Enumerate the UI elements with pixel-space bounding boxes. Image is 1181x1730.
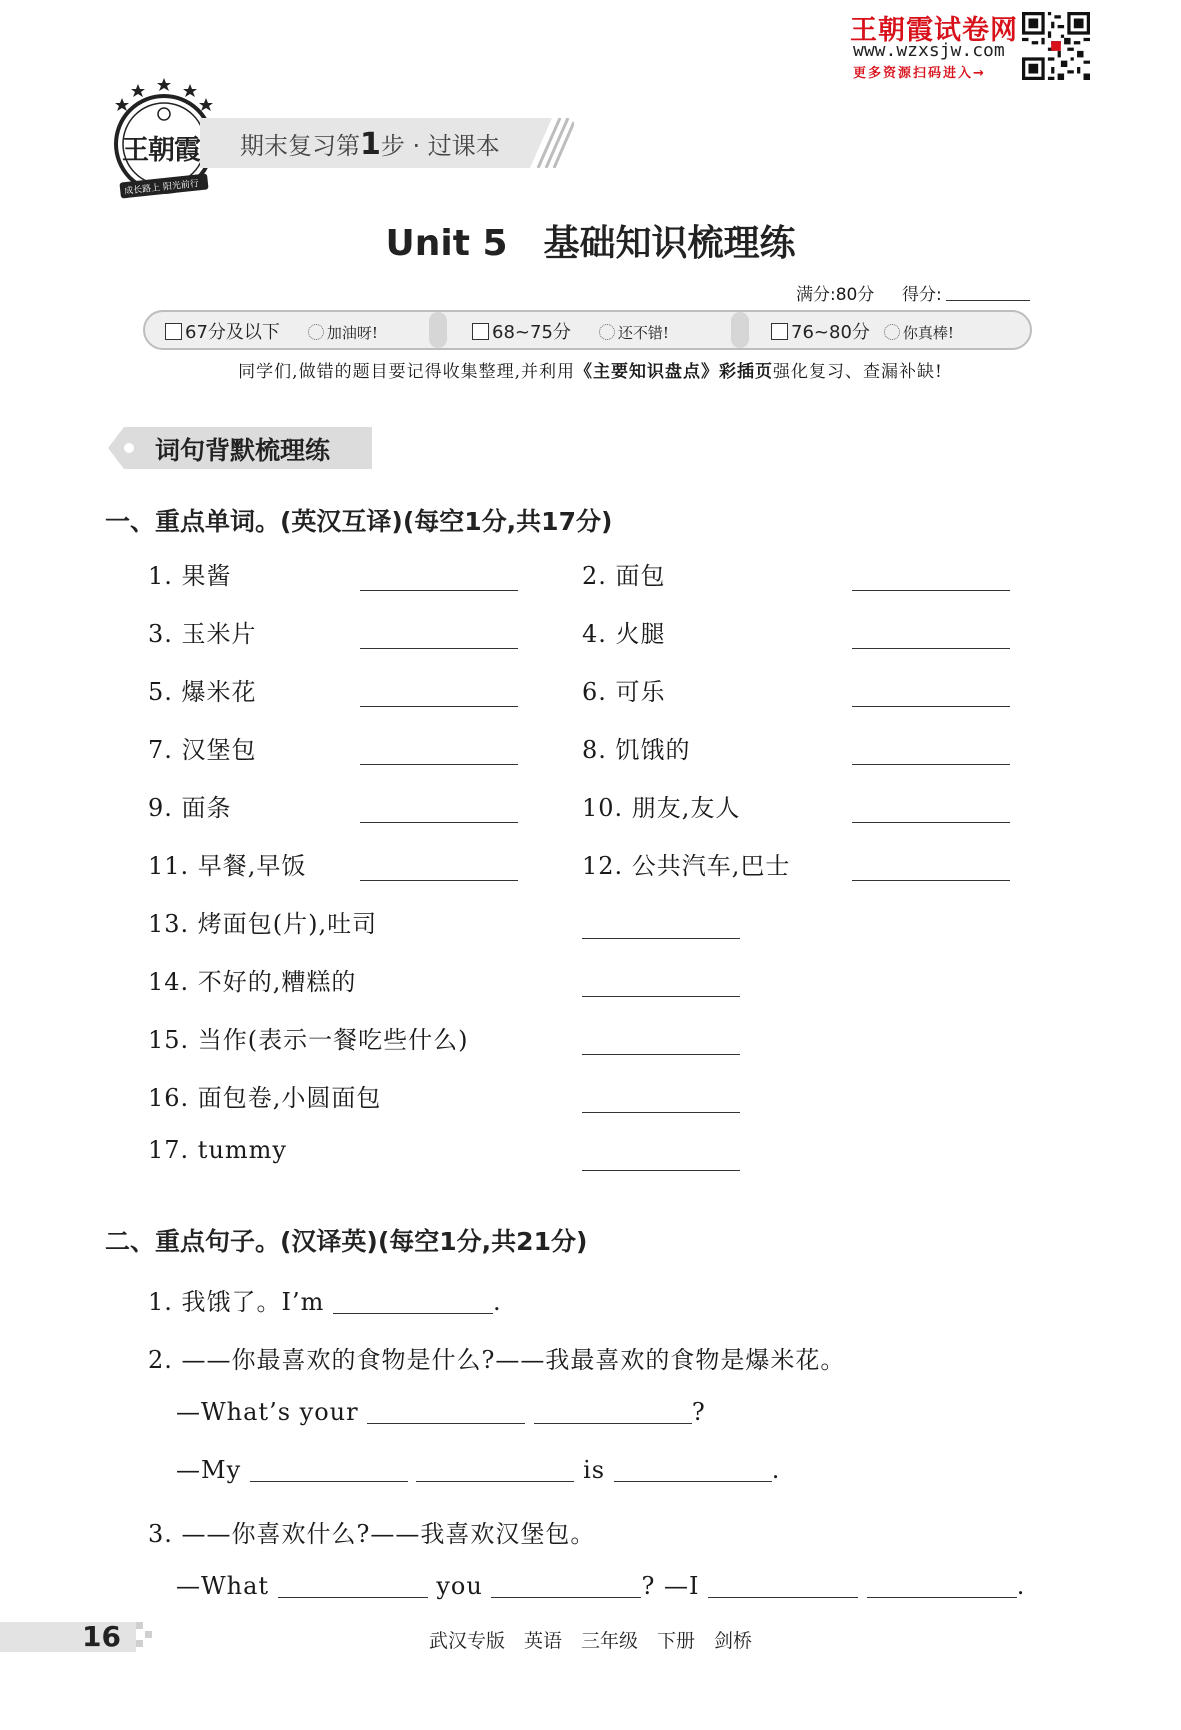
smiley-icon <box>884 324 900 340</box>
word-item: 2. 面包 <box>582 562 666 590</box>
answer-blank[interactable] <box>416 1459 574 1482</box>
answer-blank[interactable] <box>614 1459 772 1482</box>
sentence-en: is <box>583 1456 606 1484</box>
sentence-en: I’m <box>281 1288 325 1316</box>
page-title: Unit 5 基础知识梳理练 <box>385 223 796 264</box>
sentence-en: —My <box>176 1456 242 1484</box>
rating-divider <box>731 312 749 348</box>
answer-blank[interactable] <box>852 880 1010 881</box>
word-item: 11. 早餐,早饭 <box>148 852 307 880</box>
answer-blank[interactable] <box>852 590 1010 591</box>
sentence-cn: 1. 我饿了。 <box>148 1288 282 1316</box>
smiley-icon <box>308 324 324 340</box>
answer-blank[interactable] <box>333 1291 493 1314</box>
word-item: 7. 汉堡包 <box>148 736 257 764</box>
sentence-3-cn: 3. ——你喜欢什么?——我喜欢汉堡包。 <box>148 1520 596 1548</box>
answer-blank[interactable] <box>360 764 518 765</box>
rating-range: 76~80分 <box>791 322 870 343</box>
sentence-1 <box>148 1282 502 1317</box>
answer-blank[interactable] <box>360 648 518 649</box>
rating-range: 68~75分 <box>492 322 571 343</box>
sentence-en: you <box>436 1572 483 1600</box>
answer-blank[interactable] <box>852 706 1010 707</box>
checkbox[interactable] <box>472 323 489 340</box>
brand-slogan: 更多资源扫码进入→ <box>853 66 986 81</box>
rating-option <box>165 318 378 344</box>
answer-blank[interactable] <box>367 1401 525 1424</box>
answer-blank[interactable] <box>582 1170 740 1171</box>
qr-code-icon <box>1022 12 1090 80</box>
sentence-2-line-2 <box>176 1456 780 1484</box>
answer-blank[interactable] <box>278 1575 428 1598</box>
rating-range: 67分及以下 <box>185 322 280 343</box>
word-item: 14. 不好的,糟糕的 <box>148 968 357 996</box>
rating-bar <box>143 310 1032 350</box>
word-item: 10. 朋友,友人 <box>582 794 741 822</box>
sentence-3-line <box>176 1572 1025 1600</box>
word-item: 4. 火腿 <box>582 620 666 648</box>
sentence-en: —What <box>176 1572 270 1600</box>
score-label: 得分: <box>902 285 942 305</box>
smiley-icon <box>599 324 615 340</box>
tip-text <box>0 357 1181 382</box>
word-item: 3. 玉米片 <box>148 620 257 648</box>
sentence-punct: . <box>771 1456 781 1484</box>
rating-cheer: 加油呀! <box>326 324 378 342</box>
page-number: 16 <box>82 1620 121 1653</box>
sentence-en: —What’s your <box>176 1398 359 1426</box>
answer-blank[interactable] <box>852 648 1010 649</box>
sentence-punct: . <box>493 1288 502 1316</box>
answer-blank[interactable] <box>360 706 518 707</box>
answer-blank[interactable] <box>582 1054 740 1055</box>
q1-heading: 一、重点单词。(英汉互译)(每空1分,共17分) <box>105 507 613 536</box>
answer-blank[interactable] <box>867 1575 1017 1598</box>
answer-blank[interactable] <box>360 822 518 823</box>
seal-name: 王朝霞 <box>122 135 200 166</box>
rating-cheer: 你真棒! <box>902 324 954 342</box>
brand-name: 王朝霞试卷网 <box>850 15 1018 46</box>
answer-blank[interactable] <box>360 590 518 591</box>
banner-suffix: 步 · 过课本 <box>380 132 500 160</box>
tip-highlight: 《主要知识盘点》彩插页 <box>574 362 773 382</box>
word-item: 17. tummy <box>148 1136 287 1164</box>
answer-blank[interactable] <box>360 880 518 881</box>
banner-prefix: 期末复习第 <box>240 132 360 160</box>
answer-blank[interactable] <box>582 996 740 997</box>
word-item: 16. 面包卷,小圆面包 <box>148 1084 382 1112</box>
checkbox[interactable] <box>165 323 182 340</box>
word-item: 12. 公共汽车,巴士 <box>582 852 791 880</box>
word-item: 1. 果酱 <box>148 562 232 590</box>
word-item: 8. 饥饿的 <box>582 736 691 764</box>
tip-before: 同学们,做错的题目要记得收集整理,并利用 <box>238 362 575 382</box>
answer-blank[interactable] <box>852 764 1010 765</box>
q2-heading: 二、重点句子。(汉译英)(每空1分,共21分) <box>105 1227 588 1256</box>
rating-divider <box>429 312 447 348</box>
word-item: 5. 爆米花 <box>148 678 257 706</box>
banner-text <box>240 126 500 162</box>
sentence-punct: ? <box>691 1398 706 1426</box>
rating-option <box>771 318 954 344</box>
answer-blank[interactable] <box>491 1575 641 1598</box>
checkbox[interactable] <box>771 323 788 340</box>
sentence-2-cn: 2. ——你最喜欢的食物是什么?——我最喜欢的食物是爆米花。 <box>148 1346 846 1374</box>
brand-url: www.wzxsjw.com <box>853 40 1005 61</box>
banner-number: 1 <box>360 127 381 162</box>
rating-cheer: 还不错! <box>617 324 669 342</box>
tip-after: 强化复习、查漏补缺! <box>772 362 943 382</box>
score-blank[interactable] <box>946 300 1030 301</box>
sentence-en: ? —I <box>641 1572 700 1600</box>
answer-blank[interactable] <box>250 1459 408 1482</box>
seal-motto: 成长路上 阳光前行 <box>123 179 200 197</box>
word-item: 9. 面条 <box>148 794 232 822</box>
rating-option <box>472 318 669 344</box>
sentence-punct: . <box>1016 1572 1026 1600</box>
full-score: 满分:80分 <box>796 285 875 305</box>
answer-blank[interactable] <box>582 1112 740 1113</box>
word-item: 15. 当作(表示一餐吃些什么) <box>148 1026 469 1054</box>
bullet-icon <box>124 443 134 453</box>
answer-blank[interactable] <box>852 822 1010 823</box>
answer-blank[interactable] <box>534 1401 692 1424</box>
section-title: 词句背默梳理练 <box>155 436 331 465</box>
answer-blank[interactable] <box>708 1575 858 1598</box>
answer-blank[interactable] <box>582 938 740 939</box>
word-item: 6. 可乐 <box>582 678 666 706</box>
sentence-2-line-1 <box>176 1398 706 1426</box>
footer-text: 武汉专版 英语 三年级 下册 剑桥 <box>428 1630 752 1652</box>
word-item: 13. 烤面包(片),吐司 <box>148 910 378 938</box>
